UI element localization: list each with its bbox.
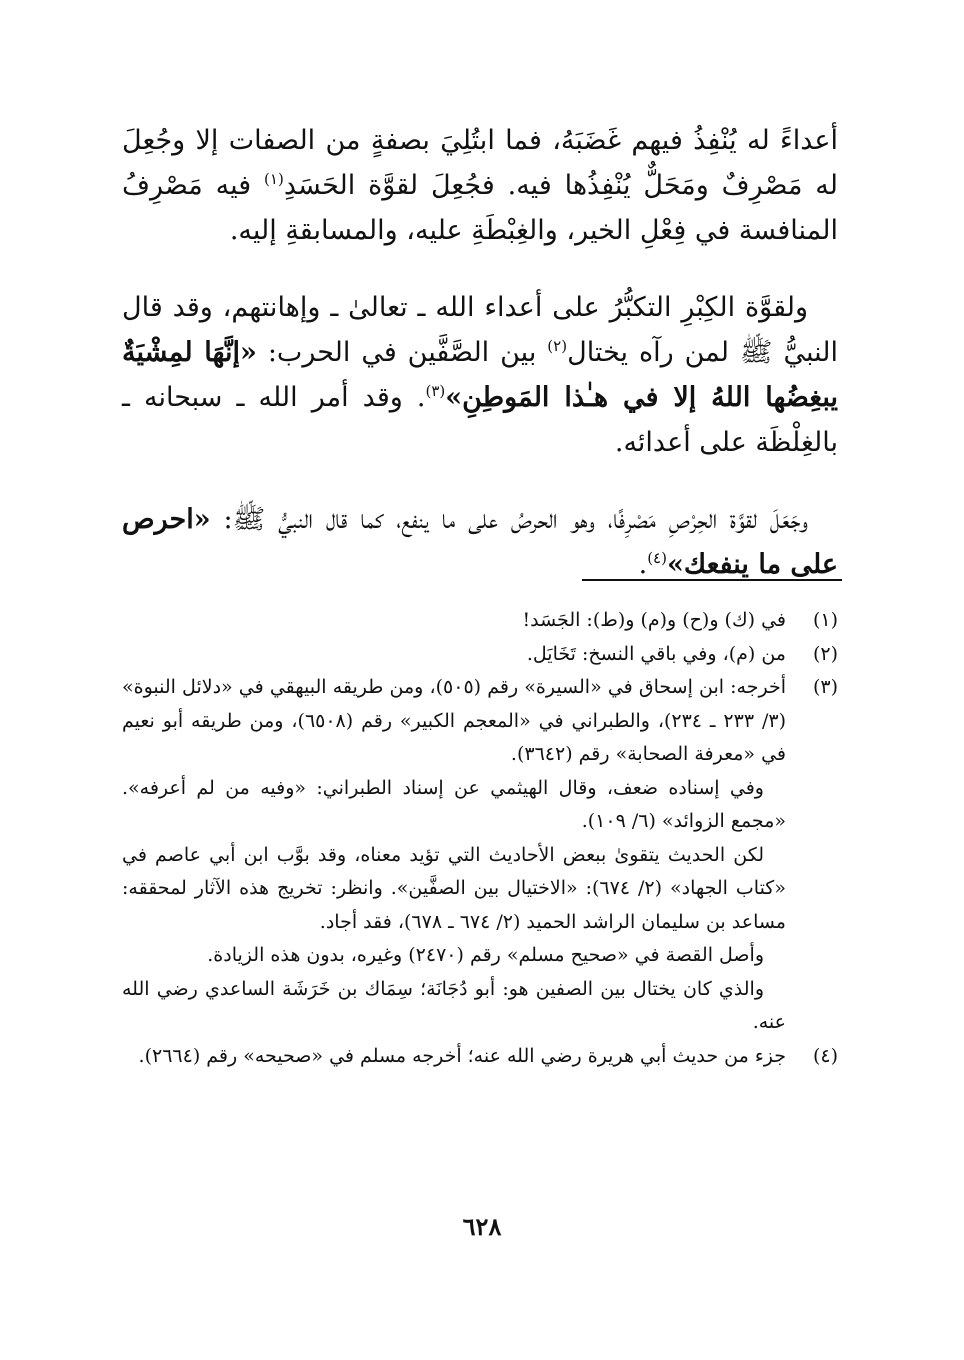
footnote-ref-1[interactable]: (١) xyxy=(264,170,284,188)
footnote-number: (٣) xyxy=(812,676,838,698)
footnote-number: (١) xyxy=(812,609,838,631)
footnote-number: (٢) xyxy=(812,642,838,665)
hadith-quote-1: «إنَّهَا لمِشْيَةٌ يبغِضُها اللهُ إلا في هـٰذا المَوطِنِ» xyxy=(122,337,838,413)
paragraph-1-text-b: فيه مَصْرِفُ المنافسة في فِعْلِ الخير، والغِبْطَةِ عليه، والمسابقةِ إليه. xyxy=(122,170,838,246)
main-text xyxy=(122,118,838,587)
footnote-line: وفي إسناده ضعف، وقال الهيثمي عن إسناد الطبراني: «وفيه من لم أعرفه». «مجمع الزوائد» (٦/ ١٠٩). xyxy=(122,776,786,832)
footnote-body xyxy=(122,604,786,638)
paragraph-3 xyxy=(122,497,838,587)
paragraph-3-text-a: وجَعَلَ لقوَّة الحِرْصِ مَصْرِفًا، وهو الحرصُ على ما ينفع، كما قال النبيُّ ﷺ: xyxy=(210,504,808,535)
footnote-line: أخرجه: ابن إسحاق في «السيرة» رقم (٥٠٥)، ومن طريقه البيهقي في «دلائل النبوة» (٣/ ٢٣٣ ـ ٢٣٤)، والطبراني في «المعجم الكبير» رقم (٦٥٠٨)، ومن طريقه أبو نعيم في «معرفة الصحابة» رقم (٣٦٤٢). xyxy=(122,676,787,765)
footnote-ref-2[interactable]: (٢) xyxy=(547,337,568,355)
paragraph-2 xyxy=(122,285,838,465)
footnote-line: وأصل القصة في «صحيح مسلم» رقم (٢٤٧٠) وغيره، بدون هذه الزيادة. xyxy=(207,944,764,966)
footnote-ref-3[interactable]: (٣) xyxy=(425,382,446,400)
footnote-line: لكن الحديث يتقوىٰ ببعض الأحاديث التي تؤيد معناه، وقد بوَّب ابن أبي عاصم في «كتاب الجهاد» (٢/ ٦٧٤): «الاختيال بين الصفَّين». وانظر: تخريج هذه الآثار لمحققه: مساعد بن سليمان الراشد الحميد (٢/ ٦٧٤ ـ ٦٧٨)، فقد أجاد. xyxy=(122,843,786,933)
footnote-2 xyxy=(122,638,838,672)
footnote-1 xyxy=(122,604,838,638)
paragraph-3-text-b: . xyxy=(638,549,648,580)
footnote-separator xyxy=(582,579,842,581)
footnote-number: (٤) xyxy=(812,1044,838,1067)
footnote-4 xyxy=(122,1040,838,1074)
footnote-body xyxy=(122,1040,786,1074)
footnote-body xyxy=(122,671,786,1040)
footnote-line: في (ك) و(ح) و(م) و(ط): الجَسَد! xyxy=(522,609,786,631)
footnote-line: جزء من حديث أبي هريرة رضي الله عنه؛ أخرجه مسلم في «صحيحه» رقم (٢٦٦٤). xyxy=(138,1044,786,1067)
page-number: ٦٢٨ xyxy=(462,1212,502,1241)
footnote-line: من (م)، وفي باقي النسخ: تَخَايَل. xyxy=(526,642,786,665)
footnote-line: والذي كان يختال بين الصفين هو: أبو دُجَانَة؛ سِمَاك بن خَرَشَة الساعدي رضي الله عنه. xyxy=(122,977,786,1033)
footnote-ref-4[interactable]: (٤) xyxy=(647,549,667,567)
hadith-quote-2: «احرص على ما ينفعك» xyxy=(122,504,838,580)
paragraph-2-text-b: بين الصَّفَّين في الحرب: xyxy=(256,337,548,368)
paragraph-1 xyxy=(122,118,838,253)
paragraph-2-text-a: ولقوَّة الكِبْرِ التكبُّرُ على أعداء الله ـ تعالىٰ ـ وإهانتهم، وقد قال النبيُّ ﷺ لمن رآه يختال xyxy=(122,292,839,368)
footnotes xyxy=(122,604,838,1073)
paragraph-1-text-a: أعداءً له يُنْفِذُ فيهم غَضَبَهُ، فما ابتُلِيَ بصفةٍ من الصفات إلا وجُعِلَ له مَصْرِفٌ ومَحَلٌّ يُنْفِذُها فيه. فجُعِلَ لقوَّة الحَسَدِ xyxy=(122,125,838,201)
paragraph-2-text-c: . وقد أمر الله ـ سبحانه ـ بالغِلْظَة على أعدائه. xyxy=(122,382,838,458)
footnote-3 xyxy=(122,671,838,1040)
footnote-body xyxy=(122,638,786,672)
